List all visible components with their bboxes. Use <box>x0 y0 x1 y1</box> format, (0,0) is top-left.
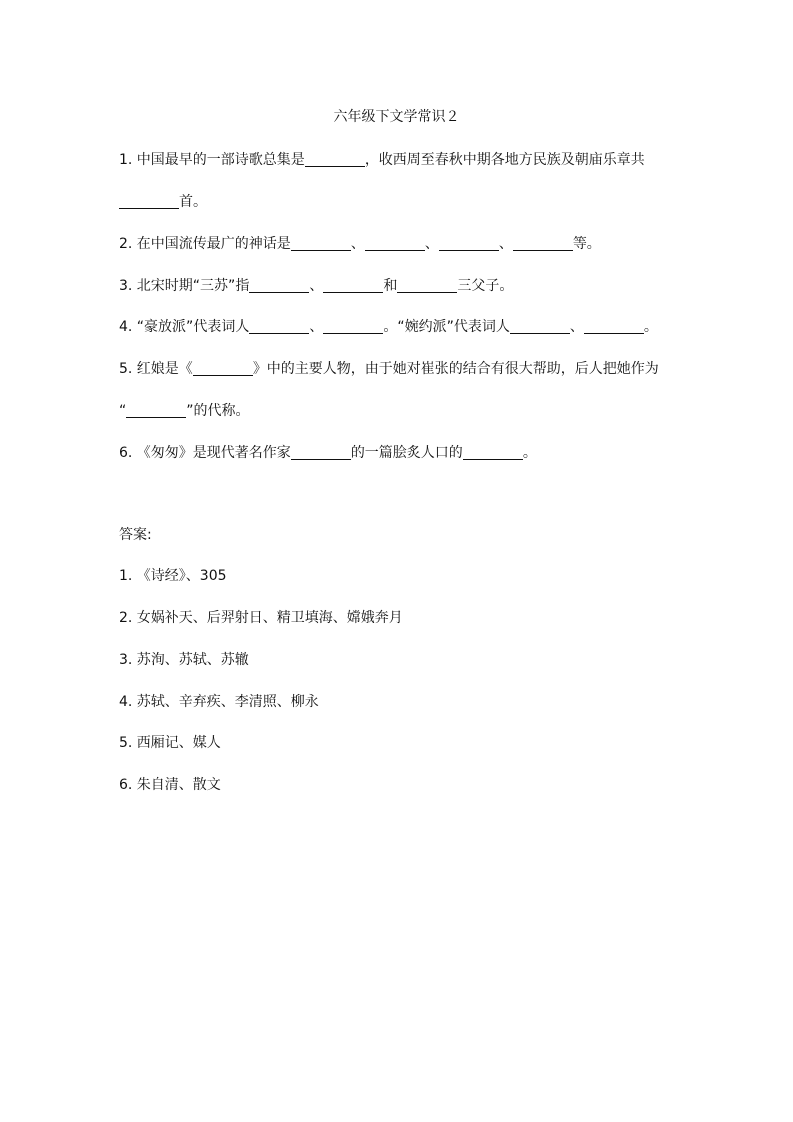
question-1-text-c: 首。 <box>179 194 207 210</box>
question-5-open-quote: “ <box>119 403 127 419</box>
separator: 、 <box>309 319 324 335</box>
answer-1: 1. 《诗经》、305 <box>119 568 227 584</box>
answer-5: 5. 西厢记、媒人 <box>119 735 221 751</box>
blank <box>510 317 570 334</box>
question-3-end: 三父子。 <box>457 278 514 294</box>
question-3 <box>119 276 513 296</box>
question-5 <box>119 359 659 379</box>
question-6-text-b: 的一篇脍炙人口的 <box>350 445 463 461</box>
question-2-text: 2. 在中国流传最广的神话是 <box>119 236 291 252</box>
question-5-continued <box>119 401 250 421</box>
blank <box>439 234 499 251</box>
separator: 、 <box>569 319 584 335</box>
blank <box>463 443 523 460</box>
separator: 、 <box>424 236 439 252</box>
question-3-and: 和 <box>383 278 398 294</box>
question-5-text-d: ”的代称。 <box>186 403 250 419</box>
answer-6: 6. 朱自清、散文 <box>119 777 221 793</box>
question-1-text-a: 1. 中国最早的一部诗歌总集是 <box>119 152 305 168</box>
blank <box>397 276 457 293</box>
question-6-end: 。 <box>522 445 537 461</box>
question-5-text-a: 5. 红娘是《 <box>119 361 193 377</box>
answer-3: 3. 苏洵、苏轼、苏辙 <box>119 652 249 668</box>
blank <box>193 359 253 376</box>
question-4-mid: 。“婉约派”代表词人 <box>383 319 510 335</box>
question-1 <box>119 150 645 170</box>
separator: 、 <box>498 236 513 252</box>
blank <box>323 317 383 334</box>
blank <box>584 317 644 334</box>
question-3-text: 3. 北宋时期“三苏”指 <box>119 278 250 294</box>
question-4 <box>119 317 658 337</box>
blank <box>513 234 573 251</box>
separator: 、 <box>350 236 365 252</box>
blank <box>305 150 365 167</box>
answer-2: 2. 女娲补天、后羿射日、精卫填海、嫦娥奔月 <box>119 610 403 626</box>
blank <box>126 401 186 418</box>
blank <box>119 192 179 209</box>
question-4-end: 。 <box>643 319 658 335</box>
question-2 <box>119 234 601 254</box>
blank <box>249 317 309 334</box>
blank <box>291 234 351 251</box>
page-title: 六年级下文学常识２ <box>333 109 460 125</box>
separator: 、 <box>309 278 324 294</box>
answers-label: 答案: <box>119 527 152 543</box>
blank <box>323 276 383 293</box>
question-6 <box>119 443 537 463</box>
question-1-continued <box>119 192 207 212</box>
question-4-text: 4. “豪放派”代表词人 <box>119 319 250 335</box>
blank <box>249 276 309 293</box>
blank <box>291 443 351 460</box>
question-5-text-b: 》中的主要人物，由于她对崔张的结合有很大帮助，后人把她作为 <box>252 361 659 377</box>
question-6-text-a: 6. 《匆匆》是现代著名作家 <box>119 445 291 461</box>
question-1-text-b: ，收西周至春秋中期各地方民族及朝庙乐章共 <box>364 152 645 168</box>
answer-4: 4. 苏轼、辛弃疾、李清照、柳永 <box>119 694 319 710</box>
blank <box>365 234 425 251</box>
question-2-end: 等。 <box>572 236 601 252</box>
